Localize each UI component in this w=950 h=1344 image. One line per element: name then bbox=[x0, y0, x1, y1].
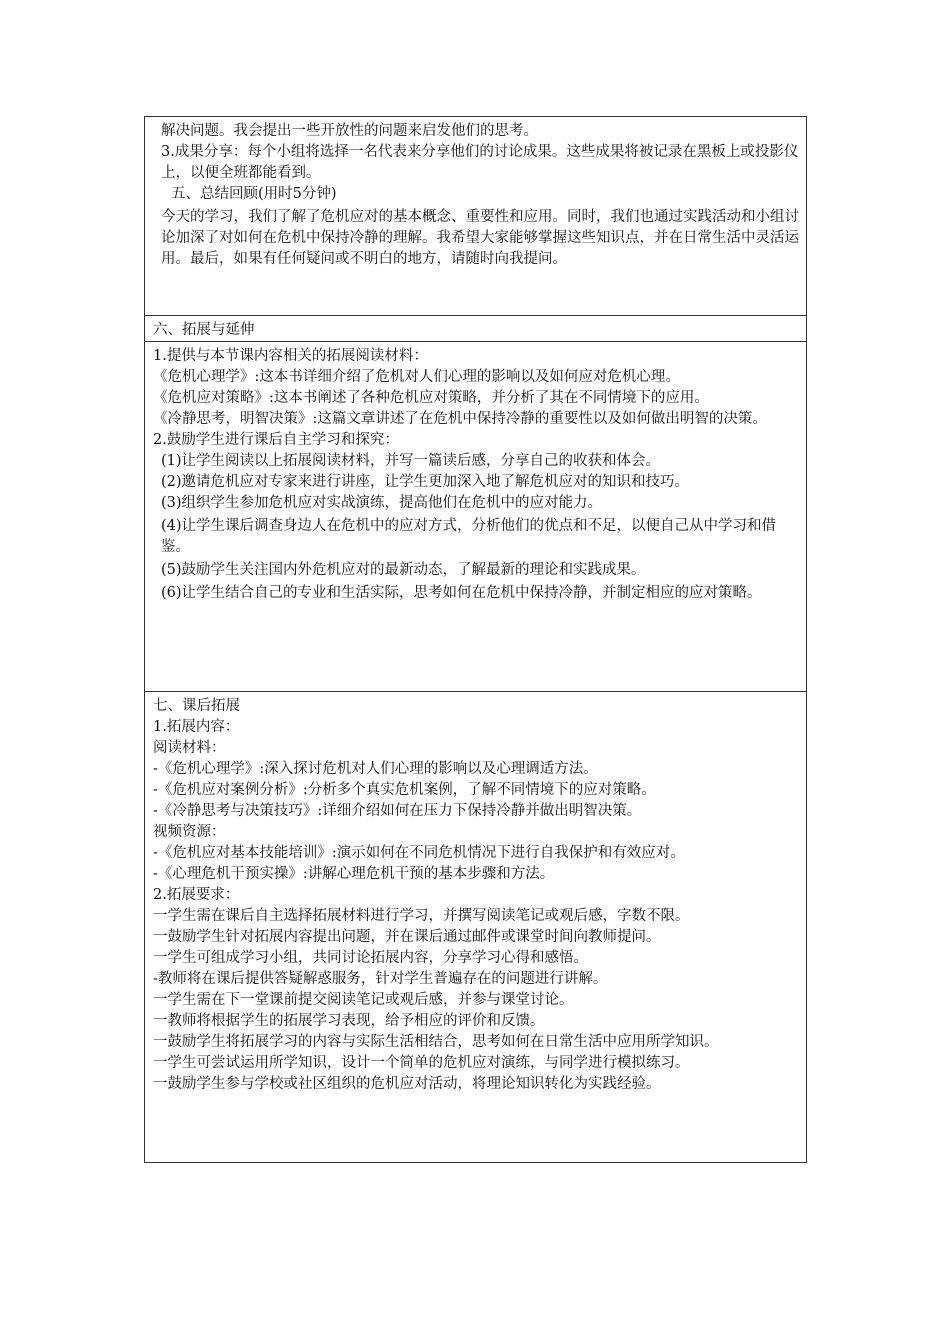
paragraph: 解决问题。我会提出一些开放性的问题来启发他们的思考。 bbox=[161, 123, 538, 139]
list-item: (2)邀请危机应对专家来进行讲座，让学生更加深入地了解危机应对的知识和技巧。 bbox=[161, 474, 690, 490]
list-item: 一鼓励学生将拓展学习的内容与实际生活相结合，思考如何在日常生活中应用所学知识。 bbox=[153, 1034, 719, 1050]
list-item: 2.鼓励学生进行课后自主学习和探究： bbox=[153, 432, 399, 448]
section-six-content-cell bbox=[145, 342, 806, 692]
list-item: -教师将在课后提供答疑解惑服务，针对学生普遍存在的问题进行讲解。 bbox=[153, 971, 608, 987]
list-item: 1.提供与本节课内容相关的拓展阅读材料： bbox=[153, 348, 428, 364]
list-item: -《危机应对基本技能培训》:演示如何在不同危机情况下进行自我保护和有效应对。 bbox=[153, 845, 685, 861]
section-heading: 七、课后拓展 bbox=[153, 698, 240, 714]
list-item: 一教师将根据学生的拓展学习表现，给予相应的评价和反馈。 bbox=[153, 1013, 545, 1029]
list-item: 一鼓励学生针对拓展内容提出问题，并在课后通过邮件或课堂时间向教师提问。 bbox=[153, 929, 661, 945]
list-item: 《危机应对策略》:这本书阐述了各种危机应对策略，并分析了其在不同情境下的应用。 bbox=[153, 390, 709, 406]
list-item: (6)让学生结合自己的专业和生活实际，思考如何在危机中保持冷静，并制定相应的应对策略。 bbox=[161, 585, 762, 601]
list-item: 一学生可组成学习小组，共同讨论拓展内容，分享学习心得和感悟。 bbox=[153, 950, 588, 966]
section-heading: 六、拓展与延伸 bbox=[153, 322, 255, 338]
list-item: 《危机心理学》:这本书详细介绍了危机对人们心理的影响以及如何应对危机心理。 bbox=[153, 369, 680, 385]
list-item: -《心理危机干预实操》:讲解心理危机干预的基本步骤和方法。 bbox=[153, 866, 555, 882]
list-item: (4)让学生课后调查身边人在危机中的应对方式，分析他们的优点和不足，以便自己从中学习和借鉴。 bbox=[161, 518, 777, 555]
list-item: 《冷静思考，明智决策》:这篇文章讲述了在危机中保持冷静的重要性以及如何做出明智的决策。 bbox=[153, 411, 767, 427]
list-item: 一鼓励学生参与学校或社区组织的危机应对活动，将理论知识转化为实践经验。 bbox=[153, 1076, 661, 1092]
list-item: (1)让学生阅读以上拓展阅读材料，并写一篇读后感，分享自己的收获和体会。 bbox=[161, 453, 661, 469]
section-six-heading-cell bbox=[145, 316, 806, 342]
list-item: 一学生需在课后自主选择拓展材料进行学习，并撰写阅读笔记或观后感，字数不限。 bbox=[153, 908, 690, 924]
list-item: 2.拓展要求： bbox=[153, 887, 240, 903]
list-item: 一学生需在下一堂课前提交阅读笔记或观后感，并参与课堂讨论。 bbox=[153, 992, 574, 1008]
lesson-plan-table bbox=[144, 116, 807, 1163]
list-item: -《危机应对案例分析》:分析多个真实危机案例，了解不同情境下的应对策略。 bbox=[153, 782, 656, 798]
list-item: 一学生可尝试运用所学知识，设计一个简单的危机应对演练，与同学进行模拟练习。 bbox=[153, 1055, 690, 1071]
list-item: (5)鼓励学生关注国内外危机应对的最新动态，了解最新的理论和实践成果。 bbox=[161, 562, 646, 578]
paragraph: 3.成果分享：每个小组将选择一名代表来分享他们的讨论成果。这些成果将被记录在黑板上或投影仪上，以便全班都能看到。 bbox=[161, 144, 799, 181]
list-item: 1.拓展内容： bbox=[153, 719, 240, 735]
paragraph: 今天的学习，我们了解了危机应对的基本概念、重要性和应用。同时，我们也通过实践活动和小组讨论加深了对如何在危机中保持冷静的理解。我希望大家能够掌握这些知识点，并在日常生活中灵活运用。最后，如果有任何疑问或不明白的地方，请随时向我提问。 bbox=[161, 209, 799, 267]
list-item: 视频资源： bbox=[153, 824, 226, 840]
list-item: -《冷静思考与决策技巧》:详细介绍如何在压力下保持冷静并做出明智决策。 bbox=[153, 803, 642, 819]
section-seven-cell bbox=[145, 692, 806, 1162]
section-heading: 五、总结回顾(用时5分钟) bbox=[171, 186, 337, 202]
list-item: (3)组织学生参加危机应对实战演练，提高他们在危机中的应对能力。 bbox=[161, 495, 603, 511]
list-item: 阅读材料： bbox=[153, 740, 226, 756]
list-item: -《危机心理学》:深入探讨危机对人们心理的影响以及心理调适方法。 bbox=[153, 761, 598, 777]
lesson-continuation-cell bbox=[145, 117, 806, 316]
